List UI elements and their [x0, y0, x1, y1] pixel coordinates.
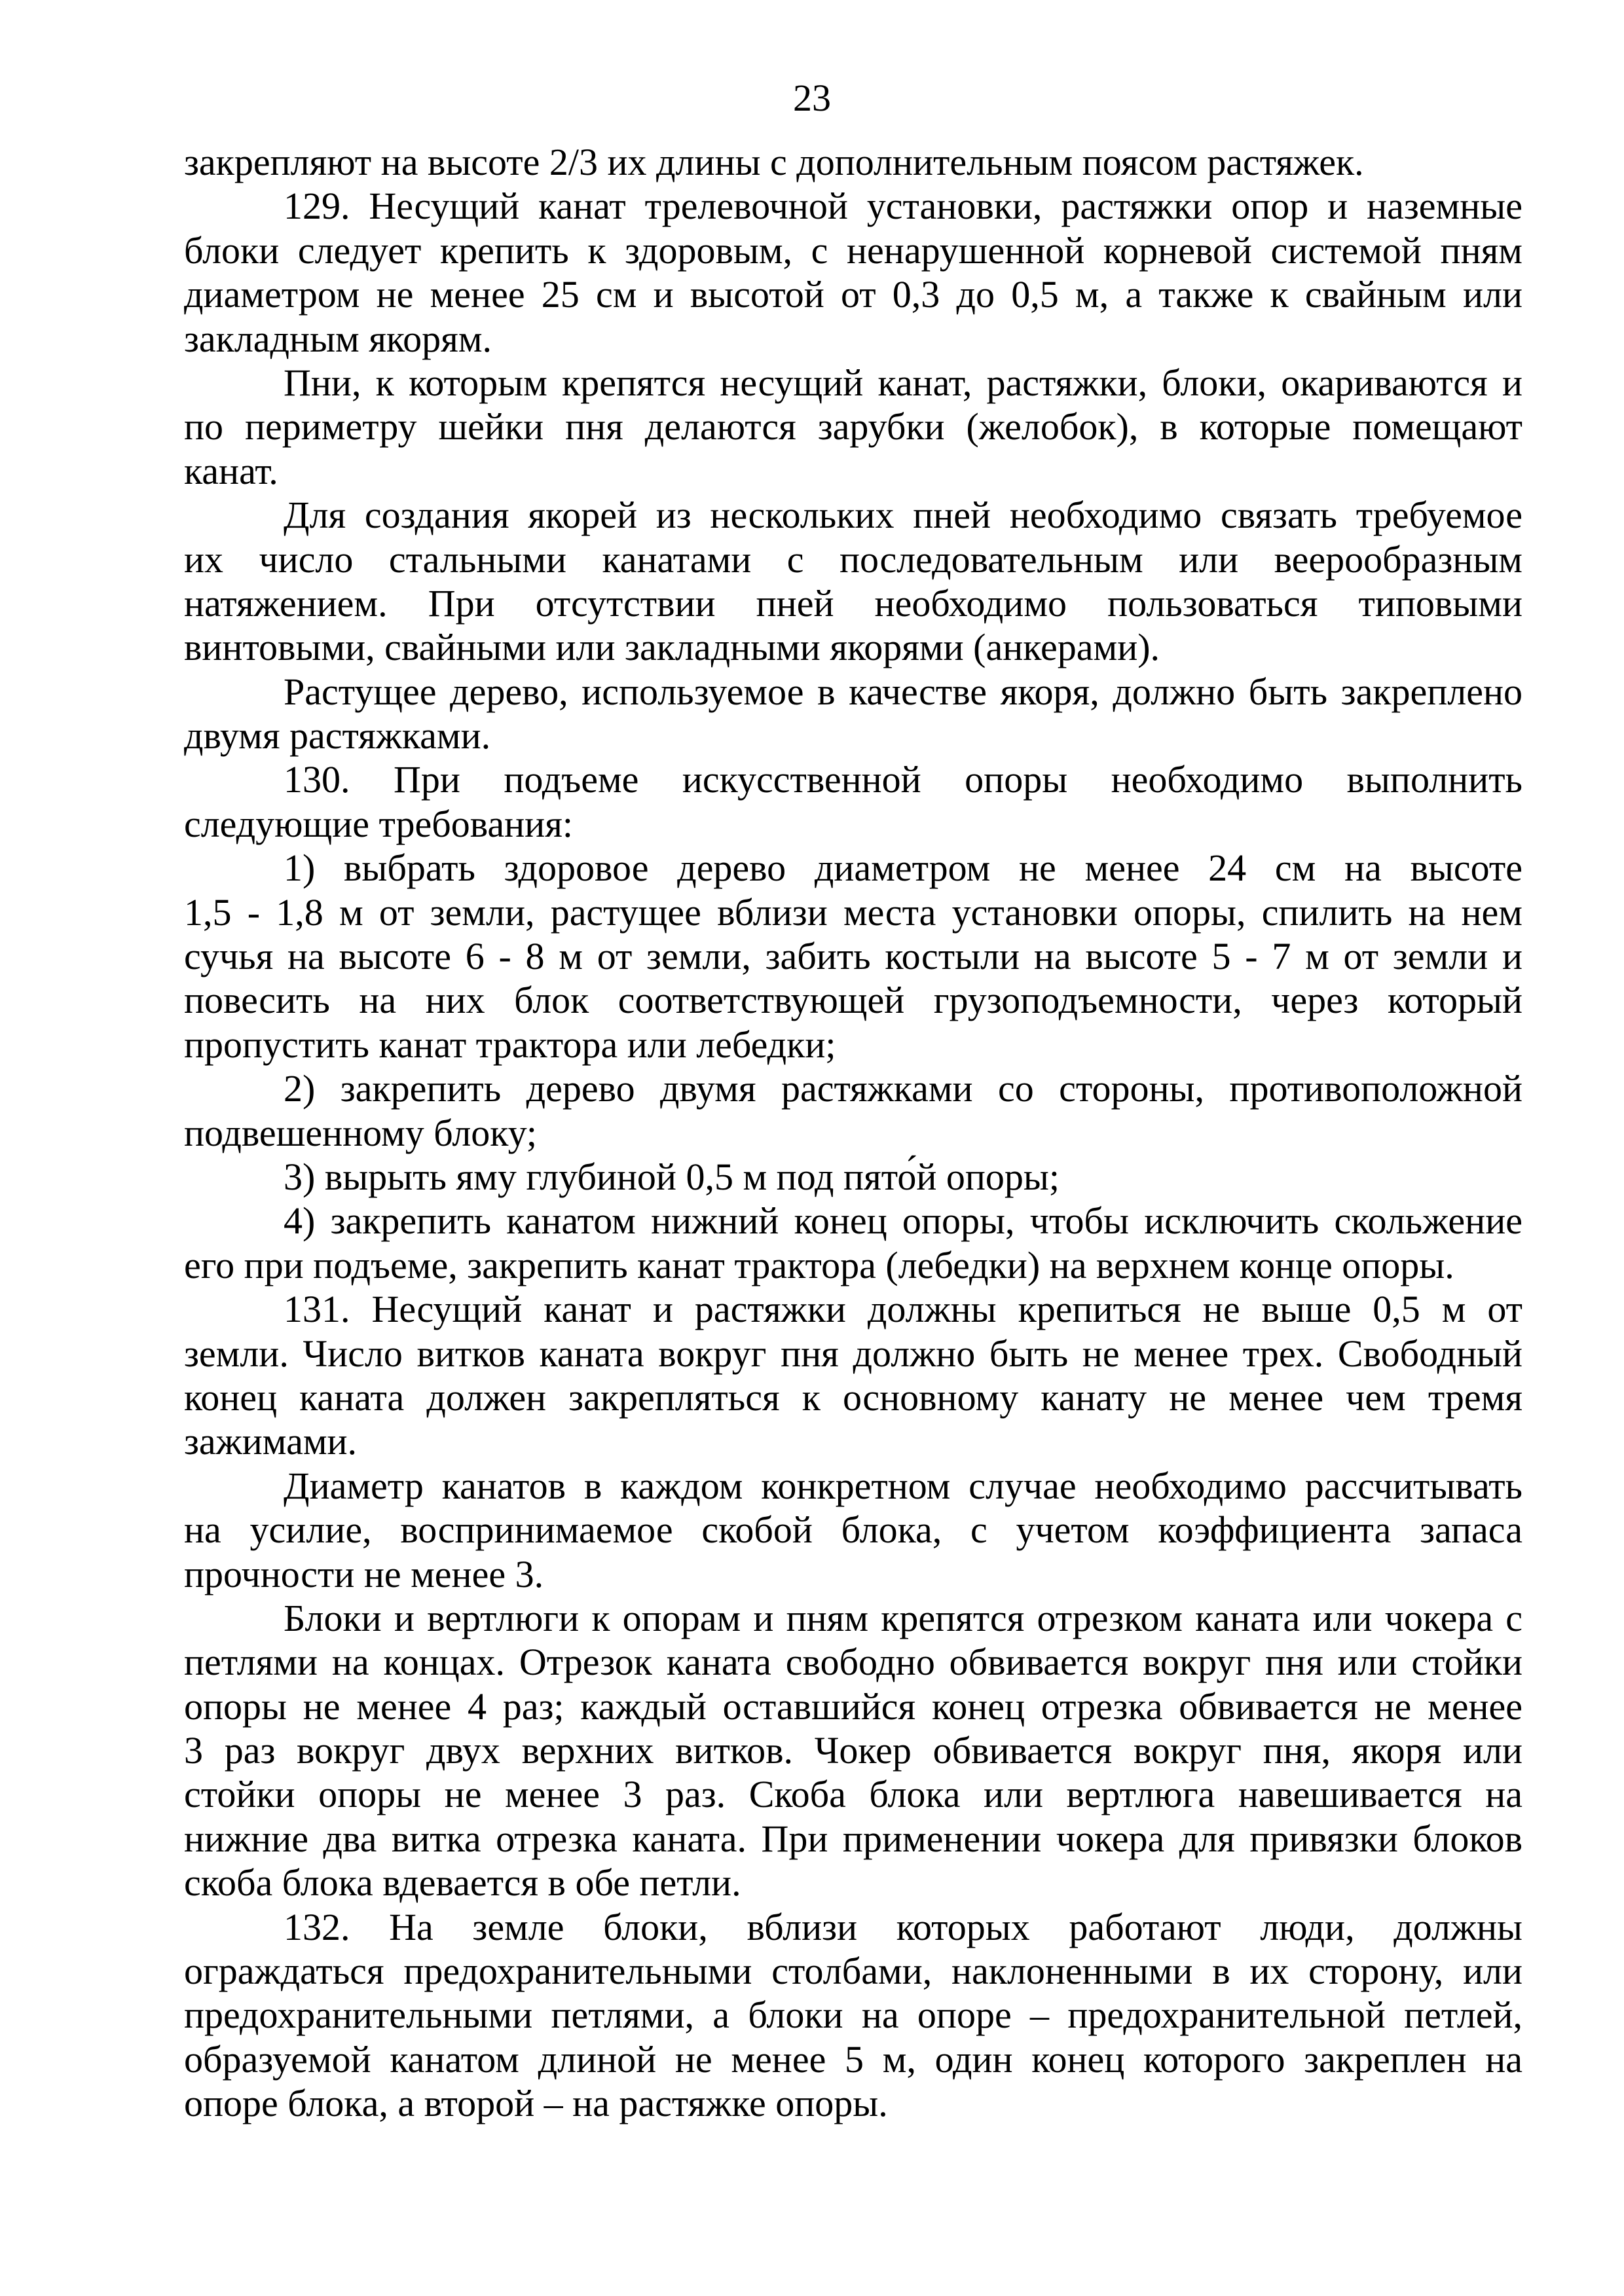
text-line: Растущее дерево, используемое в качестве якоря, должно быть закреплено — [284, 670, 1522, 713]
text-line: зажимами. — [184, 1420, 358, 1463]
text-line: винтовыми, свайными или закладными якорями (анкерами). — [184, 626, 1160, 669]
paragraph — [184, 361, 1522, 493]
text-line: земли. Число витков каната вокруг пня должно быть не менее трех. Свободный — [184, 1332, 1522, 1375]
paragraph — [184, 1464, 1522, 1596]
paragraph — [184, 1199, 1522, 1287]
document-body — [184, 140, 1522, 2126]
text-line: пропустить канат трактора или лебедки; — [184, 1023, 836, 1066]
text-line: 2) закрепить дерево двумя растяжками со стороны, противоположной — [284, 1067, 1522, 1110]
text-line: скоба блока вдевается в обе петли. — [184, 1861, 741, 1904]
text-line: Пни, к которым крепятся несущий канат, растяжки, блоки, окариваются и — [284, 361, 1522, 404]
text-line: двумя растяжками. — [184, 714, 491, 757]
text-line: стойки опоры не менее 3 раз. Скоба блока или вертлюга навешивается на — [184, 1773, 1522, 1816]
text-line: сучья на высоте 6 - 8 м от земли, забить костыли на высоте 5 - 7 м от земли и — [184, 935, 1522, 978]
paragraph — [184, 184, 1522, 361]
text-line: опоры не менее 4 раз; каждый оставшийся конец отрезка обвивается не менее — [184, 1685, 1522, 1728]
text-line: петлями на концах. Отрезок каната свободно обвивается вокруг пня или стойки — [184, 1641, 1522, 1684]
text-line: 131. Несущий канат и растяжки должны крепиться не выше 0,5 м от — [284, 1288, 1522, 1331]
text-line: 4) закрепить канатом нижний конец опоры, чтобы исключить скольжение — [284, 1199, 1522, 1243]
paragraph — [184, 1155, 1522, 1199]
text-line: образуемой канатом длиной не менее 5 м, один конец которого закреплен на — [184, 2037, 1522, 2081]
text-line: по периметру шейки пня делаются зарубки (желобок), в которые помещают — [184, 405, 1522, 448]
text-line: повесить на них блок соответствующей грузоподъемности, через который — [184, 979, 1522, 1022]
page-number: 23 — [793, 77, 831, 119]
text-line: предохранительными петлями, а блоки на опоре – предохранительной петлей, — [184, 1994, 1522, 2037]
text-line: диаметром не менее 25 см и высотой от 0,3 до 0,5 м, а также к свайным или — [184, 273, 1522, 316]
paragraph — [184, 1066, 1522, 1155]
text-line: Блоки и вертлюги к опорам и пням крепятся отрезком каната или чокера с — [284, 1596, 1522, 1639]
text-line: их число стальными канатами с последовательным или веерообразным — [184, 538, 1522, 581]
text-line: Для создания якорей из нескольких пней необходимо связать требуемое — [284, 494, 1522, 537]
text-line: закладным якорям. — [184, 317, 492, 360]
text-line: Диаметр канатов в каждом конкретном случае необходимо рассчитывать — [284, 1464, 1522, 1507]
text-line: подвешенному блоку; — [184, 1111, 537, 1154]
paragraph — [184, 1287, 1522, 1464]
text-line: 129. Несущий канат трелевочной установки, растяжки опор и наземные — [284, 185, 1522, 228]
paragraph — [184, 1596, 1522, 1905]
text-line: 132. На земле блоки, вблизи которых работают люди, должны — [284, 1905, 1522, 1948]
text-line: канат. — [184, 449, 278, 492]
text-line: его при подъеме, закрепить канат трактора (лебедки) на верхнем конце опоры. — [184, 1243, 1454, 1286]
paragraph — [184, 846, 1522, 1066]
text-line: нижние два витка отрезка каната. При применении чокера для привязки блоков — [184, 1817, 1522, 1860]
paragraph — [184, 757, 1522, 846]
text-line: блоки следует крепить к здоровым, с ненарушенной корневой системой пням — [184, 228, 1522, 272]
text-line: на усилие, воспринимаемое скобой блока, с учетом коэффициента запаса — [184, 1508, 1522, 1552]
text-line: 1,5 - 1,8 м от земли, растущее вблизи места установки опоры, спилить на нем — [184, 890, 1522, 934]
text-line: прочности не менее 3. — [184, 1552, 544, 1595]
text-line: опоре блока, а второй – на растяжке опоры. — [184, 2082, 888, 2125]
text-line: натяжением. При отсутствии пней необходимо пользоваться типовыми — [184, 581, 1522, 625]
text-line: ограждаться предохранительными столбами, наклоненными в их сторону, или — [184, 1950, 1522, 1993]
text-line: следующие требования: — [184, 802, 573, 845]
paragraph — [184, 493, 1522, 670]
paragraph — [184, 670, 1522, 758]
text-line: 3) вырыть яму глубиной 0,5 м под пято́й опоры; — [284, 1155, 1060, 1198]
text-line: 130. При подъеме искусственной опоры необходимо выполнить — [284, 758, 1522, 801]
text-line: 1) выбрать здоровое дерево диаметром не менее 24 см на высоте — [284, 847, 1522, 890]
paragraph — [184, 140, 1522, 184]
text-line: закрепляют на высоте 2/3 их длины с дополнительным поясом растяжек. — [184, 141, 1364, 183]
text-line: конец каната должен закрепляться к основному канату не менее чем тремя — [184, 1376, 1522, 1419]
text-line: 3 раз вокруг двух верхних витков. Чокер обвивается вокруг пня, якоря или — [184, 1729, 1522, 1772]
paragraph — [184, 1905, 1522, 2126]
